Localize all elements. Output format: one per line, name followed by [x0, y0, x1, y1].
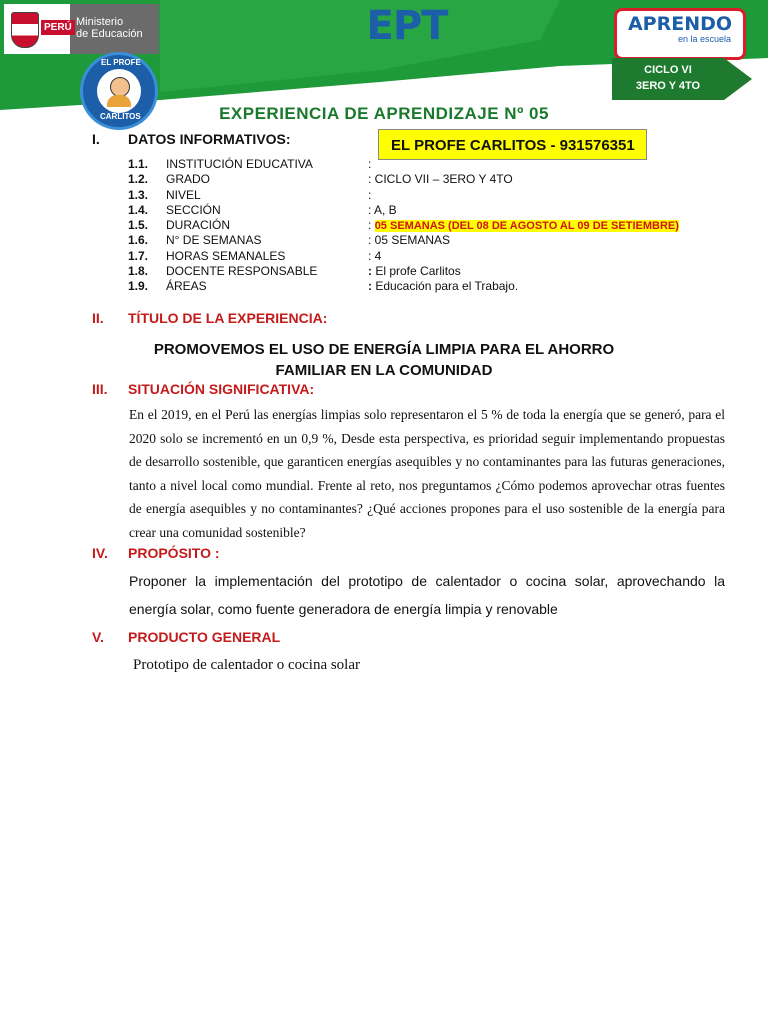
section-4-number: IV. [92, 545, 108, 561]
aprendo-subtitle: en la escuela [677, 34, 731, 44]
contact-box: EL PROFE CARLITOS - 931576351 [378, 129, 647, 160]
page-title: EXPERIENCIA DE APRENDIZAJE Nº 05 [219, 104, 549, 123]
aprendo-title: APRENDO [627, 13, 733, 35]
teacher-avatar-icon [110, 77, 130, 97]
ciclo-line2: 3ERO Y 4TO [635, 80, 701, 92]
section-3-title: SITUACIÓN SIGNIFICATIVA: [128, 381, 315, 397]
aprendo-logo [614, 8, 746, 60]
minedu-line2: de Educación [76, 28, 143, 40]
badge-bottom-text: CARLITOS [100, 112, 141, 121]
duracion-highlight: 05 SEMANAS (DEL 08 DE AGOSTO AL 09 DE SETIEMBRE) [374, 220, 679, 233]
proposito-paragraph: Proponer la implementación del prototipo de calentador o cocina solar, aprovechando la energía solar, como fuente generadora de energía limpia y renovable [129, 573, 725, 617]
section-1-heading [92, 131, 291, 147]
section-3-heading [92, 381, 314, 397]
situacion-paragraph: En el 2019, en el Perú las energías limpias solo representaron el 5 % de toda la energía que se generó, para el 2020 solo se incrementó en un 0,9 %, Desde esta perspectiva, es prioridad seguir implementando propuestas de desarrollo sostenible, que garanticen energías asequibles y no contaminantes para las futuras generaciones, tanto a nivel local como mundial. Frente al reto, nos preguntamos ¿Cómo podemos aprovechar otras fuentes de energía asequibles y no contaminantes? ¿Qué acciones propones para el uso sostenible de la energía para crear una comunidad sostenible? [129, 407, 725, 540]
peru-shield-icon [4, 4, 70, 54]
section-1-number: I. [92, 131, 100, 147]
badge-top-text: EL PROFE [101, 58, 141, 67]
section-5-heading [92, 629, 280, 645]
section-2-number: II. [92, 310, 104, 326]
minedu-line1: Ministerio [76, 16, 124, 28]
section-4-heading [92, 545, 220, 561]
experience-title-line1: PROMOVEMOS EL USO DE ENERGÍA LIMPIA PARA EL AHORRO [153, 341, 615, 358]
ciclo-arrow-icon [724, 58, 752, 100]
peru-label: PERÚ [41, 20, 75, 35]
section-5-number: V. [92, 629, 104, 645]
section-2-title: TÍTULO DE LA EXPERIENCIA: [128, 310, 328, 326]
producto-text: Prototipo de calentador o cocina solar [133, 657, 361, 673]
section-5-title: PRODUCTO GENERAL [128, 629, 281, 645]
ciclo-line1: CICLO VI [644, 64, 692, 76]
section-2-heading [92, 310, 327, 326]
section-4-title: PROPÓSITO : [128, 545, 220, 561]
ciclo-banner [612, 58, 724, 100]
experience-title-line2: FAMILIAR EN LA COMUNIDAD [275, 362, 493, 379]
ept-logo: EPT [366, 3, 448, 49]
section-3-number: III. [92, 381, 108, 397]
section-1-title: DATOS INFORMATIVOS: [128, 131, 291, 147]
minedu-logo [4, 4, 159, 54]
